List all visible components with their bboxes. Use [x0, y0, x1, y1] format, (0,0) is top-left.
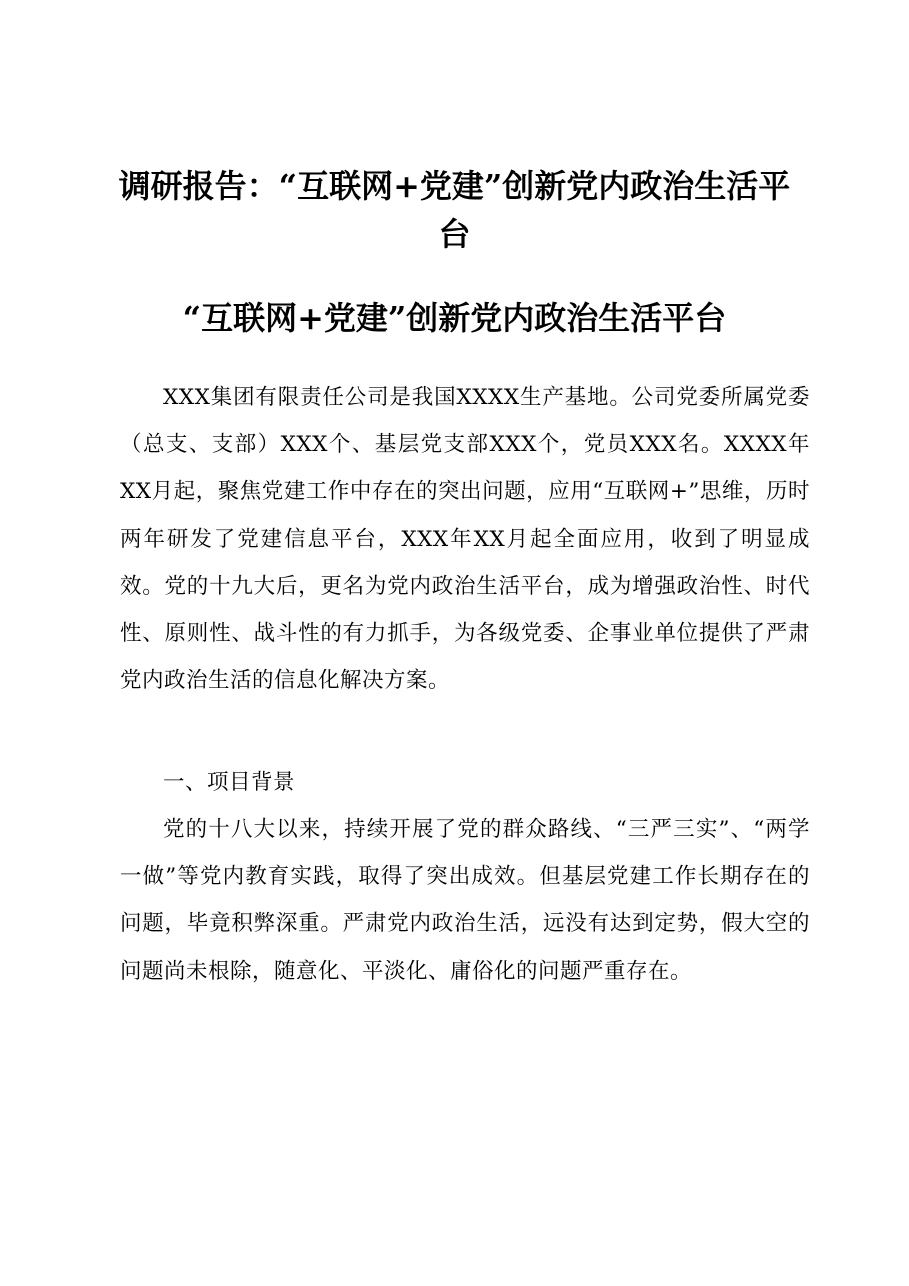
background-paragraph: 党的十八大以来，持续开展了党的群众路线、“三严三实”、“两学一做”等党内教育实践，取得了突出成效。但基层党建工作长期存在的问题，毕竟积弊深重。严肃党内政治生活，远没有达到定势，假大空的问题尚未根除，随意化、平淡化、庸俗化的问题严重存在。 — [120, 817, 810, 984]
document-subtitle: “互联网+党建”创新党内政治生活平台 — [182, 299, 727, 337]
document-title: 调研报告：“互联网+党建”创新党内政治生活平台 — [118, 167, 791, 253]
intro-paragraph: XXX集团有限责任公司是我国XXXX生产基地。公司党委所属党委（总支、支部）XXX个、基层党支部XXX个，党员XXX名。XXXX年XX月起，聚焦党建工作中存在的突出问题，应用“互联网+”思维，历时两年研发了党建信息平台，XXX年XX月起全面应用，收到了明显成效。党的十九大后，更名为党内政治生活平台，成为增强政治性、时代性、原则性、战斗性的有力抓手，为各级党委、企事业单位提供了严肃党内政治生活的信息化解决方案。 — [120, 385, 810, 694]
section-heading: 一、项目背景 — [163, 770, 296, 795]
